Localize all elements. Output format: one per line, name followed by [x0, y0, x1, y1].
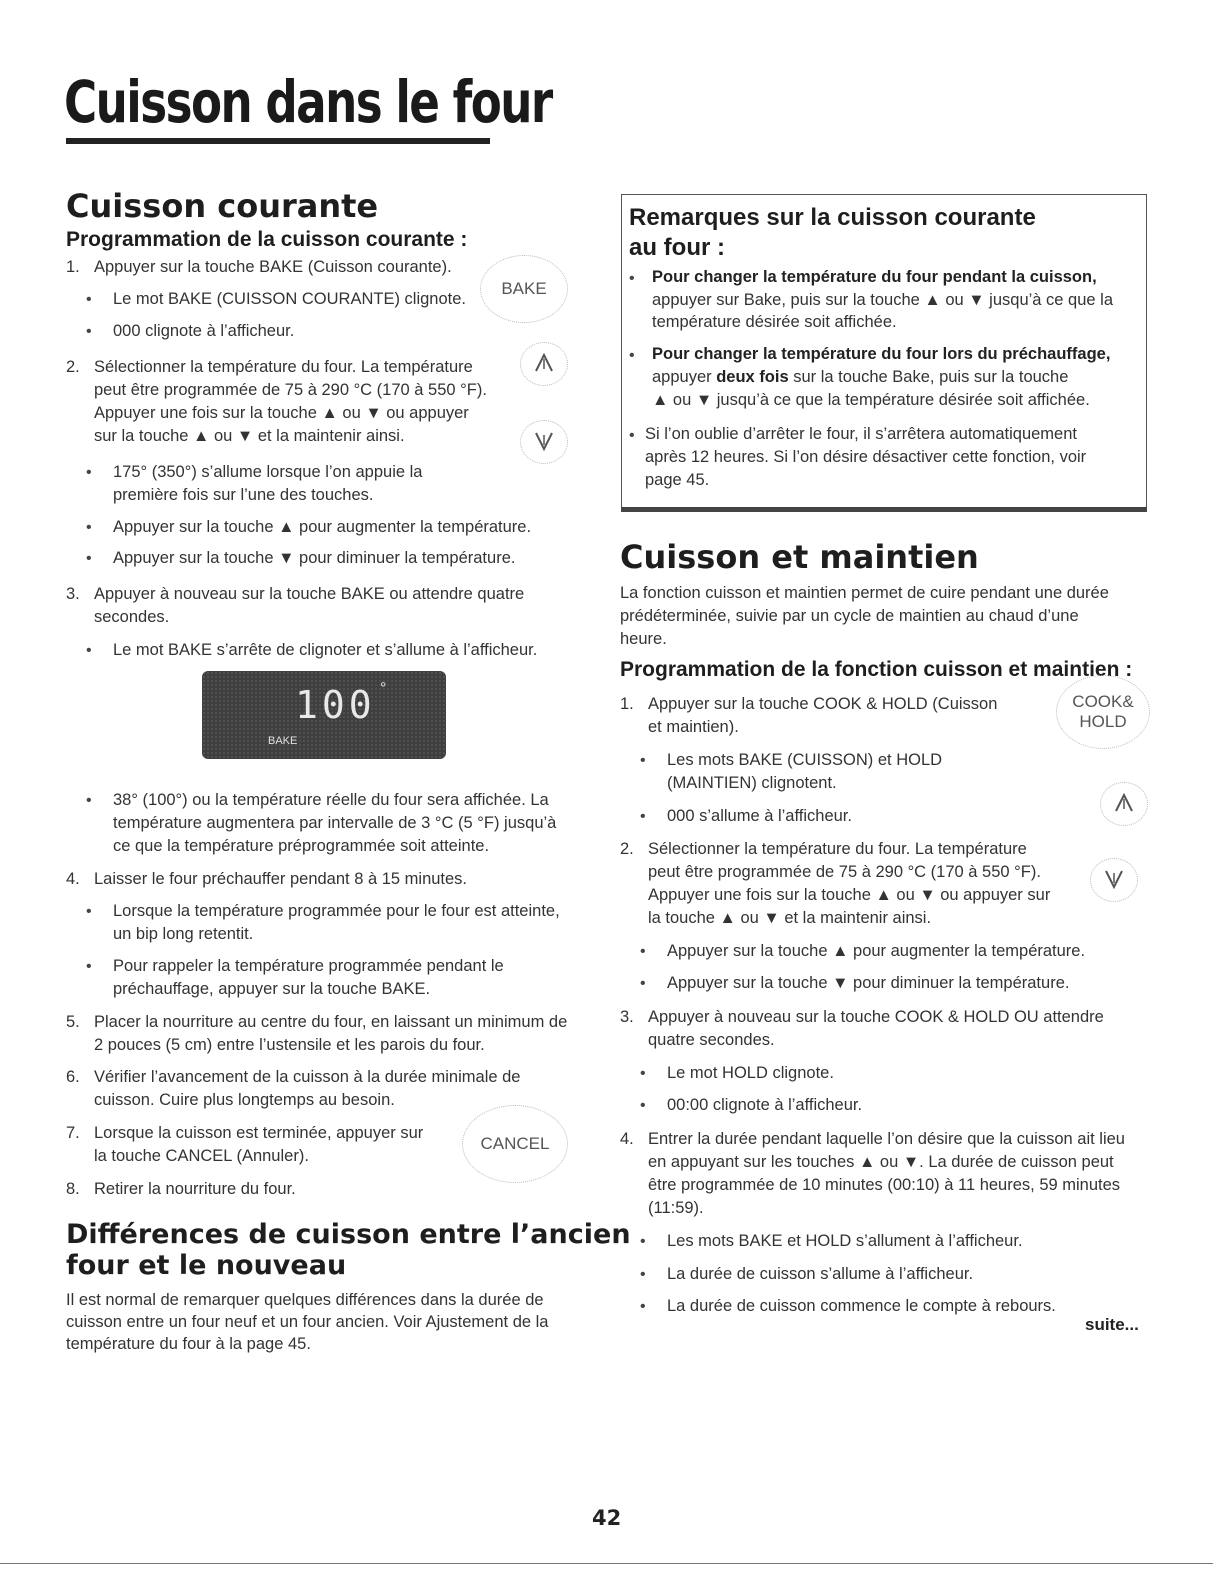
up-arrow-key-icon-right	[1100, 782, 1148, 826]
display-bake-label: BAKE	[268, 735, 298, 747]
remarks-b1-l2: appuyer sur Bake, puis sur la touche ▲ ou ▼ jusqu’à ce que la	[652, 291, 1114, 309]
bake-key-icon	[480, 255, 568, 323]
step-number: 1.	[66, 258, 80, 276]
diff-line-1: Il est normal de remarquer quelques différences dans la durée de	[66, 1291, 544, 1309]
bullet-dot: •	[640, 808, 646, 825]
continuation-text: peut être programmée de 75 à 290 °C (170 à 550 °F).	[94, 381, 487, 399]
continuation-text: première fois sur l’une des touches.	[113, 486, 374, 504]
step-text: Lorsque la cuisson est terminée, appuyer sur	[94, 1124, 424, 1142]
cook-hold-key-icon: COOK& HOLD	[1056, 675, 1150, 749]
bullet-text: Le mot BAKE s’arrête de clignoter et s’allume à l’afficheur.	[113, 641, 538, 659]
bullet-text: Le mot BAKE (CUISSON COURANTE) clignote.	[113, 290, 467, 308]
display-digits: 100	[295, 683, 376, 727]
bullet-dot: •	[86, 464, 92, 481]
page-number: 42	[592, 1506, 622, 1530]
continuation-text: la touche ▲ ou ▼ et la maintenir ainsi.	[648, 909, 932, 927]
intro-line-2: prédéterminée, suivie par un cycle de maintien au chaud d’une	[620, 607, 1079, 625]
step-number: 6.	[66, 1068, 80, 1086]
remarks-box-bottom-rule	[621, 507, 1147, 512]
continuation-text: ce que la température préprogrammée soit atteinte.	[113, 837, 490, 855]
bullet-text: La durée de cuisson commence le compte à rebours.	[667, 1297, 1056, 1315]
bullet-text: La durée de cuisson s’allume à l’afficheur.	[667, 1265, 974, 1283]
continuation-text: sur la touche ▲ ou ▼ et la maintenir ainsi.	[94, 427, 405, 445]
bullet-text: Appuyer sur la touche ▲ pour augmenter la température.	[667, 942, 1086, 960]
bullet-dot: •	[86, 958, 92, 975]
step-text: Vérifier l’avancement de la cuisson à la durée minimale de	[94, 1068, 521, 1086]
step-text: Appuyer sur la touche COOK & HOLD (Cuisson	[648, 695, 998, 713]
step-text: Appuyer à nouveau sur la touche COOK & HOLD OU attendre	[648, 1008, 1104, 1026]
bullet-text: Appuyer sur la touche ▼ pour diminuer la température.	[113, 549, 516, 567]
remarks-b3-l1: Si l’on oublie d’arrêter le four, il s’arrêtera automatiquement	[645, 425, 1077, 443]
step-text: Retirer la nourriture du four.	[94, 1180, 296, 1198]
continuation-text: cuisson. Cuire plus longtemps au besoin.	[94, 1091, 395, 1109]
display-degree: °	[380, 680, 387, 697]
step-text: Sélectionner la température du four. La température	[648, 840, 1027, 858]
bullet-text: 000 clignote à l’afficheur.	[113, 322, 295, 340]
bullet-dot: •	[640, 975, 646, 992]
step-number: 4.	[620, 1130, 634, 1148]
bullet-dot: •	[640, 1233, 646, 1250]
remarks-heading: Remarques sur la cuisson courante au four :	[629, 204, 1036, 261]
bullet-text: 000 s’allume à l’afficheur.	[667, 807, 852, 825]
step-number: 4.	[66, 870, 80, 888]
continuation-text: température augmentera par intervalle de 3 °C (5 °F) jusqu’à	[113, 814, 557, 832]
continuation-text: Appuyer une fois sur la touche ▲ ou ▼ ou appuyer	[94, 404, 469, 422]
bullet-text: Appuyer sur la touche ▼ pour diminuer la température.	[667, 974, 1070, 992]
heading-differences: Différences de cuisson entre l’ancien four et le nouveau	[66, 1219, 631, 1281]
bullet-text: Pour rappeler la température programmée pendant le	[113, 957, 504, 975]
continuation-text: un bip long retentit.	[113, 925, 254, 943]
bullet-dot: •	[640, 1097, 646, 1114]
up-arrow-key-icon	[520, 342, 568, 386]
step-number: 5.	[66, 1013, 80, 1031]
bullet-text: 00:00 clignote à l’afficheur.	[667, 1096, 863, 1114]
page-title: Cuisson dans le four	[64, 68, 552, 136]
heading-cuisson-courante: Cuisson courante	[66, 187, 379, 225]
bullet-dot: •	[86, 642, 92, 659]
continuation-text: et maintien).	[648, 718, 739, 736]
continuation-text: quatre secondes.	[648, 1031, 775, 1049]
step-text: Sélectionner la température du four. La température	[94, 358, 473, 376]
continuation-text: préchauffage, appuyer sur la touche BAKE.	[113, 980, 431, 998]
intro-line-1: La fonction cuisson et maintien permet de cuire pendant une durée	[620, 584, 1109, 602]
continuation-text: la touche CANCEL (Annuler).	[94, 1147, 309, 1165]
bullet-dot: •	[640, 1298, 646, 1315]
remarks-b3-l2: après 12 heures. Si l’on désire désactiver cette fonction, voir	[645, 448, 1087, 466]
step-text: Appuyer à nouveau sur la touche BAKE ou attendre quatre	[94, 585, 525, 603]
cancel-key-label: CANCEL	[480, 1134, 550, 1153]
step-number: 2.	[620, 840, 634, 858]
continuation-text: (11:59).	[648, 1199, 704, 1217]
step-text: Appuyer sur la touche BAKE (Cuisson courante).	[94, 258, 452, 276]
bullet-dot: •	[86, 792, 92, 809]
down-arrow-key-icon	[520, 420, 568, 464]
remarks-b2-l3: ▲ ou ▼ jusqu’à ce que la température désirée soit affichée.	[652, 391, 1090, 409]
step-number: 2.	[66, 358, 80, 376]
bullet-dot: •	[86, 550, 92, 567]
remarks-b3-l3: page 45.	[645, 471, 710, 489]
continuation-text: 2 pouces (5 cm) entre l’ustensile et les parois du four.	[94, 1036, 485, 1054]
bullet-text: Le mot HOLD clignote.	[667, 1064, 834, 1082]
step-number: 8.	[66, 1180, 80, 1198]
continuation-text: être programmée de 10 minutes (00:10) à 11 heures, 59 minutes	[648, 1176, 1121, 1194]
diff-line-2: cuisson entre un four neuf et un four ancien. Voir Ajustement de la	[66, 1313, 549, 1331]
bullet-dot: •	[640, 943, 646, 960]
bullet-text: Les mots BAKE (CUISSON) et HOLD	[667, 751, 943, 769]
bullet-text: Appuyer sur la touche ▲ pour augmenter la température.	[113, 518, 532, 536]
continuation-text: peut être programmée de 75 à 290 °C (170 à 550 °F).	[648, 863, 1041, 881]
step-number: 3.	[66, 585, 80, 603]
heading-cuisson-maintien: Cuisson et maintien	[620, 538, 979, 576]
continued-label: suite...	[1085, 1315, 1139, 1334]
bullet-text: Lorsque la température programmée pour le four est atteinte,	[113, 902, 560, 920]
remarks-b1-bold: Pour changer la température du four pendant la cuisson,	[652, 268, 1097, 286]
intro-line-3: heure.	[620, 630, 667, 648]
bullet-text: Les mots BAKE et HOLD s’allument à l’afficheur.	[667, 1232, 1023, 1250]
bullet-dot: •	[640, 752, 646, 769]
step-text: Laisser le four préchauffer pendant 8 à 15 minutes.	[94, 870, 468, 888]
heading-programmation-maintien: Programmation de la fonction cuisson et maintien :	[620, 658, 1133, 681]
bullet-dot: •	[640, 1266, 646, 1283]
bullet-text: 175° (350°) s’allume lorsque l’on appuie la	[113, 463, 423, 481]
step-number: 1.	[620, 695, 634, 713]
down-arrow-key-icon-right	[1090, 858, 1138, 902]
bullet-dot: •	[86, 323, 92, 340]
bullet-dot: •	[640, 1065, 646, 1082]
bullet-text: 38° (100°) ou la température réelle du four sera affichée. La	[113, 791, 549, 809]
bullet-dot: •	[86, 519, 92, 536]
cancel-key-icon	[462, 1105, 568, 1183]
continuation-text: (MAINTIEN) clignotent.	[667, 774, 837, 792]
continuation-text: secondes.	[94, 608, 170, 626]
remarks-b2-bold: Pour changer la température du four lors du préchauffage,	[652, 345, 1111, 363]
remarks-b1-l3: température désirée soit affichée.	[652, 313, 897, 331]
step-number: 7.	[66, 1124, 80, 1142]
bake-key-label: BAKE	[501, 279, 547, 298]
remarks-b2-l2: appuyer deux fois sur la touche Bake, puis sur la touche	[652, 368, 1069, 386]
step-text: Entrer la durée pendant laquelle l’on désire que la cuisson ait lieu	[648, 1130, 1125, 1148]
step-text: Placer la nourriture au centre du four, en laissant un minimum de	[94, 1013, 568, 1031]
diff-line-3: température du four à la page 45.	[66, 1335, 311, 1353]
continuation-text: en appuyant sur les touches ▲ ou ▼. La durée de cuisson peut	[648, 1153, 1114, 1171]
heading-programmation-courante: Programmation de la cuisson courante :	[66, 228, 468, 251]
continuation-text: Appuyer une fois sur la touche ▲ ou ▼ ou appuyer sur	[648, 886, 1051, 904]
bullet-dot: •	[86, 903, 92, 920]
bottom-rule	[0, 1563, 1213, 1564]
title-underline	[66, 138, 490, 144]
bullet-dot: •	[86, 291, 92, 308]
step-number: 3.	[620, 1008, 634, 1026]
